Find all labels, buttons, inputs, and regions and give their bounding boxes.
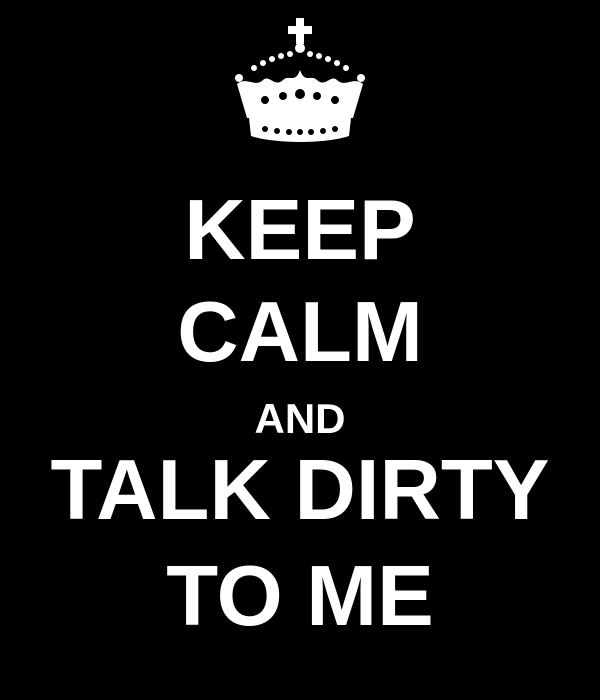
headline-and: AND [254,395,346,442]
headline-talk-dirty: TALK DIRTY [50,443,550,538]
crown-icon [225,18,375,146]
headline-keep: KEEP [184,183,416,278]
headline-to-me: TO ME [166,549,434,644]
headline-calm: CALM [177,285,423,380]
